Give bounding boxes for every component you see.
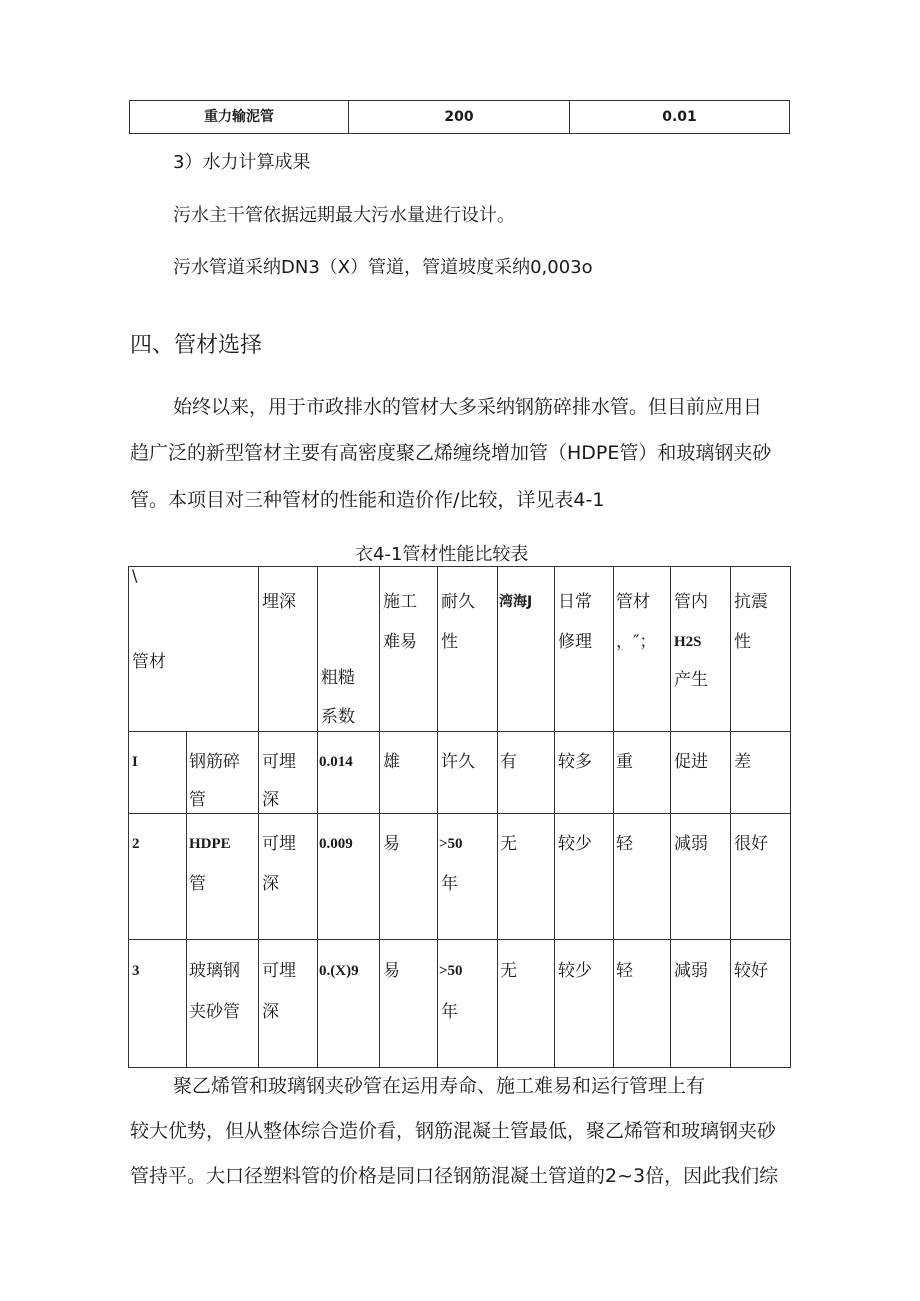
row-construction: 易 (383, 961, 400, 981)
row-col8: 重 (616, 752, 633, 772)
header-durability: 耐久 (441, 592, 475, 612)
section-3-title: 3）水力计算成果 (173, 152, 311, 173)
top-table-cell-name: 重力输泥管 (204, 109, 274, 125)
header-slash: \ (132, 566, 138, 585)
table-divider (730, 567, 731, 1067)
header-col6: 湾海J (499, 594, 533, 610)
row-seismic: 差 (734, 752, 751, 772)
header-roughness: 粗糙 (321, 668, 355, 688)
row-name: 管 (189, 790, 206, 810)
header-h2s: H2S (674, 634, 702, 650)
table-divider (129, 731, 790, 732)
table-divider (379, 567, 380, 1067)
row-col8: 轻 (616, 961, 633, 981)
header-seismic: 抗震 (734, 592, 768, 612)
row-seismic: 较好 (734, 961, 768, 981)
header-construction: 施工 (383, 592, 417, 612)
row-maintenance: 较少 (558, 834, 592, 854)
top-table (129, 100, 790, 134)
top-table-cell-slope: 0.01 (662, 109, 697, 125)
row-durability: 年 (441, 874, 458, 894)
paragraph-line: 管。本项目对三种管材的性能和造价作/比较，详见表4-1 (130, 489, 605, 511)
table-divider (258, 731, 259, 1067)
section-4-heading: 四、管材选择 (130, 333, 263, 358)
row-col8: 轻 (616, 834, 633, 854)
row-number: 3 (132, 963, 140, 979)
row-depth: 深 (262, 1002, 279, 1022)
header-construction: 难易 (383, 632, 417, 652)
row-depth: 深 (262, 790, 279, 810)
row-col6: 无 (500, 834, 517, 854)
header-durability: 性 (441, 632, 458, 652)
row-maintenance: 较多 (558, 752, 592, 772)
row-name: 夹砂管 (189, 1002, 240, 1022)
header-h2s: 管内 (674, 592, 708, 612)
row-depth: 可埋 (262, 834, 296, 854)
top-table-cell-diameter: 200 (444, 109, 474, 125)
table-divider (258, 567, 259, 731)
row-number: 2 (132, 836, 140, 852)
paragraph-line: 较大优势，但从整体综合造价看，钢筋混凝土管最低，聚乙烯管和玻璃钢夹砂 (130, 1120, 777, 1142)
row-col6: 有 (500, 752, 517, 772)
row-h2s: 减弱 (674, 961, 708, 981)
row-construction: 雄 (383, 752, 400, 772)
header-col8: 管材 (616, 592, 650, 612)
row-col6: 无 (500, 961, 517, 981)
row-durability: >50 (439, 836, 463, 852)
table-divider (129, 813, 790, 814)
section-3-line-2: 污水管道采纳DN3（X）管道，管道坡度采纳0,003o (173, 257, 593, 278)
row-seismic: 很好 (734, 834, 768, 854)
header-maintenance: 修理 (558, 632, 592, 652)
table-divider (613, 567, 614, 1067)
paragraph-line: 管持平。大口径塑料管的价格是同口径钢筋混凝土管道的2~3倍，因此我们综 (130, 1165, 779, 1187)
table-divider (186, 731, 187, 1067)
row-durability: 许久 (441, 752, 475, 772)
row-roughness: 0.(X)9 (319, 963, 359, 979)
table-divider (670, 567, 671, 1067)
row-maintenance: 较少 (558, 961, 592, 981)
section-3-line-1: 污水主干管依据远期最大污水量进行设计。 (173, 205, 515, 226)
row-construction: 易 (383, 834, 400, 854)
paragraph-line: 趋广泛的新型管材主要有高密度聚乙烯缠绕增加管（HDPE管）和玻璃钢夹砂 (130, 442, 772, 464)
row-number: I (132, 754, 138, 770)
row-name: 玻璃钢 (189, 961, 240, 981)
row-name: HDPE (189, 836, 231, 852)
paragraph-line: 聚乙烯管和玻璃钢夹砂管在运用寿命、施工难易和运行管理上有 (173, 1075, 706, 1097)
row-durability: >50 (439, 963, 463, 979)
table-caption: 衣4-1管材性能比较表 (355, 544, 529, 565)
row-name: 管 (189, 874, 206, 894)
paragraph-line: 始终以来，用于市政排水的管材大多采纳钢筋碎排水管。但目前应用日 (173, 396, 763, 418)
table-divider (497, 567, 498, 1067)
table-divider (437, 567, 438, 1067)
row-roughness: 0.009 (319, 836, 353, 852)
header-h2s: 产生 (674, 670, 708, 690)
table-divider (554, 567, 555, 1067)
header-seismic: 性 (734, 632, 751, 652)
header-material: 管材 (132, 652, 166, 672)
row-depth: 可埋 (262, 961, 296, 981)
row-depth: 可埋 (262, 752, 296, 772)
row-roughness: 0.014 (319, 754, 353, 770)
header-maintenance: 日常 (558, 592, 592, 612)
table-divider (317, 567, 318, 1067)
row-durability: 年 (441, 1002, 458, 1022)
table-divider (129, 939, 790, 940)
row-depth: 深 (262, 874, 279, 894)
row-name: 钢筋碎 (189, 752, 240, 772)
row-h2s: 减弱 (674, 834, 708, 854)
header-roughness: 系数 (321, 707, 355, 727)
header-depth: 埋深 (262, 592, 296, 612)
row-h2s: 促进 (674, 752, 708, 772)
header-col8: ，″； (616, 632, 657, 652)
comparison-table (128, 566, 791, 1068)
